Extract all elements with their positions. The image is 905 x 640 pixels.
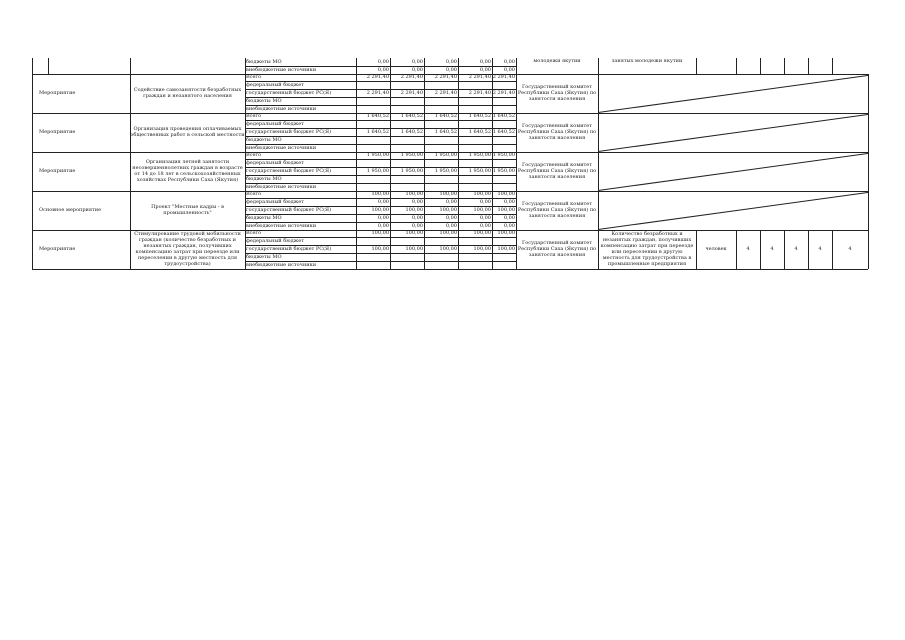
source-label: бюджеты МО bbox=[246, 253, 282, 260]
amount-cell: 1 950,00 bbox=[468, 152, 491, 159]
amount-cell: 0,00 bbox=[411, 222, 423, 229]
empty-cell-slash bbox=[598, 75, 868, 113]
table-rule bbox=[492, 113, 493, 152]
amount-cell bbox=[492, 175, 516, 183]
amount-cell bbox=[390, 81, 424, 89]
amount-cell bbox=[492, 237, 516, 245]
source-label: федеральный бюджет bbox=[246, 199, 304, 206]
table-rule bbox=[245, 120, 516, 121]
table-rule bbox=[245, 183, 516, 184]
source-label: внебюджетные источники bbox=[246, 144, 317, 151]
table-rule bbox=[48, 58, 49, 74]
table-rule bbox=[736, 58, 737, 74]
amount-cell bbox=[424, 237, 458, 245]
amount-cell: 2 291,40 bbox=[400, 74, 423, 81]
amount-cell: 2 291,40 bbox=[492, 90, 515, 97]
table-rule bbox=[458, 113, 459, 152]
source-label: бюджеты МО bbox=[246, 175, 282, 182]
amount-cell: 100,00 bbox=[439, 191, 457, 198]
source-label: государственный бюджет РС(Я) bbox=[246, 129, 332, 136]
amount-cell: 1 950,00 bbox=[400, 168, 423, 175]
amount-cell: 0,00 bbox=[479, 199, 491, 206]
table-rule bbox=[356, 113, 357, 152]
amount-cell: 1 950,00 bbox=[434, 168, 457, 175]
activity-type: Мероприятие bbox=[39, 168, 76, 175]
table-rule bbox=[356, 191, 357, 230]
amount-cell: 2 291,40 bbox=[366, 74, 389, 81]
table-rule bbox=[868, 230, 869, 269]
table-rule bbox=[598, 113, 599, 152]
executor-cell: Государственный комитет Республики Саха (Якутия) по занятости населения bbox=[517, 123, 597, 142]
amount-cell bbox=[390, 120, 424, 128]
table-rule bbox=[868, 74, 869, 113]
amount-cell: 0,00 bbox=[479, 222, 491, 229]
table-rule bbox=[696, 230, 697, 269]
table-rule bbox=[784, 58, 785, 74]
amount-cell: 1 950,00 bbox=[366, 168, 389, 175]
amount-cell: 100,00 bbox=[371, 207, 389, 214]
table-rule bbox=[492, 191, 493, 230]
amount-cell: 2 291,40 bbox=[400, 90, 423, 97]
amount-cell bbox=[356, 237, 390, 245]
amount-cell bbox=[458, 261, 492, 269]
table-rule bbox=[868, 152, 869, 191]
amount-cell: 100,00 bbox=[473, 246, 491, 253]
amount-cell bbox=[424, 97, 458, 105]
executor-cell: Государственный комитет Республики Саха (Якутия) по занятости населения bbox=[517, 201, 597, 220]
amount-cell bbox=[492, 120, 516, 128]
amount-cell bbox=[390, 144, 424, 152]
source-label: внебюджетные источники bbox=[246, 105, 317, 112]
activity-type: Мероприятие bbox=[39, 129, 76, 136]
amount-cell: 2 291,40 bbox=[468, 74, 491, 81]
source-label: Всего bbox=[246, 191, 262, 198]
table-rule bbox=[598, 74, 599, 113]
amount-cell: 0,00 bbox=[445, 214, 457, 221]
amount-cell bbox=[458, 253, 492, 261]
source-label: бюджеты МО bbox=[246, 97, 282, 104]
table-rule bbox=[424, 113, 425, 152]
source-label: внебюджетные источники bbox=[246, 222, 317, 229]
source-label: федеральный бюджет bbox=[246, 160, 304, 167]
table-rule bbox=[390, 113, 391, 152]
amount-cell: 1 950,00 bbox=[468, 168, 491, 175]
table-rule bbox=[130, 113, 131, 152]
amount-cell: 2 291,40 bbox=[468, 90, 491, 97]
amount-cell bbox=[492, 105, 516, 113]
amount-cell: 100,00 bbox=[405, 207, 423, 214]
activity-type: Мероприятие bbox=[39, 90, 76, 97]
table-rule bbox=[424, 152, 425, 191]
table-rule bbox=[245, 222, 516, 223]
amount-cell: 0,00 bbox=[445, 58, 457, 65]
table-rule bbox=[356, 230, 357, 269]
amount-cell bbox=[492, 136, 516, 144]
table-rule bbox=[760, 230, 761, 269]
amount-cell bbox=[390, 261, 424, 269]
activity-name: Организация проведения оплачиваемых общественных работ в сельской местности bbox=[130, 126, 245, 139]
amount-cell: 100,00 bbox=[473, 207, 491, 214]
amount-cell: 1 640,52 bbox=[366, 113, 389, 120]
table-rule bbox=[696, 58, 697, 74]
table-rule bbox=[130, 152, 131, 191]
amount-cell: 0,00 bbox=[503, 214, 515, 221]
table-rule bbox=[598, 58, 599, 74]
amount-cell: 0,00 bbox=[377, 66, 389, 73]
table-rule bbox=[130, 230, 131, 269]
activity-name: Проект "Местные кадры - в промышленность" bbox=[151, 204, 224, 217]
amount-cell: 0,00 bbox=[411, 66, 423, 73]
table-rule bbox=[458, 230, 459, 269]
amount-cell: 1 640,52 bbox=[434, 129, 457, 136]
table-rule bbox=[245, 230, 246, 269]
table-rule bbox=[492, 230, 493, 269]
table-rule bbox=[424, 191, 425, 230]
table-rule bbox=[245, 81, 516, 82]
amount-cell bbox=[458, 183, 492, 191]
table-rule bbox=[32, 191, 33, 230]
amount-cell bbox=[390, 159, 424, 167]
source-label: федеральный бюджет bbox=[246, 121, 304, 128]
amount-cell: 1 950,00 bbox=[366, 152, 389, 159]
amount-cell: 0,00 bbox=[479, 214, 491, 221]
amount-cell: 0,00 bbox=[377, 58, 389, 65]
amount-cell bbox=[492, 253, 516, 261]
table-rule bbox=[598, 230, 599, 269]
amount-cell: 0,00 bbox=[377, 214, 389, 221]
amount-cell: 1 950,00 bbox=[492, 152, 515, 159]
amount-cell: 2 291,40 bbox=[434, 74, 457, 81]
amount-cell bbox=[424, 183, 458, 191]
table-rule bbox=[32, 58, 33, 74]
table-rule bbox=[32, 230, 33, 269]
activity-type: Основное мероприятие bbox=[39, 207, 102, 214]
amount-cell bbox=[458, 159, 492, 167]
empty-cell-slash bbox=[598, 153, 868, 191]
source-label: Всего bbox=[246, 230, 262, 237]
executor-cell: Государственный комитет Республики Саха (Якутия) по занятости населения bbox=[517, 84, 597, 103]
amount-cell bbox=[492, 81, 516, 89]
amount-cell: 2 291,40 bbox=[434, 90, 457, 97]
amount-cell: 0,00 bbox=[411, 58, 423, 65]
table-rule bbox=[245, 253, 516, 254]
amount-cell bbox=[424, 253, 458, 261]
table-rule bbox=[458, 74, 459, 113]
amount-cell: 100,00 bbox=[371, 230, 389, 237]
table-rule bbox=[245, 113, 246, 152]
table-rule bbox=[390, 152, 391, 191]
table-rule bbox=[390, 191, 391, 230]
source-label: внебюджетные источники bbox=[246, 66, 317, 73]
amount-cell: 100,00 bbox=[497, 246, 515, 253]
amount-cell: 0,00 bbox=[445, 199, 457, 206]
amount-cell bbox=[390, 183, 424, 191]
amount-cell: 1 640,52 bbox=[434, 113, 457, 120]
target-value: 4 bbox=[818, 246, 822, 253]
table-rule bbox=[32, 152, 33, 191]
table-rule bbox=[784, 230, 785, 269]
amount-cell: 1 640,52 bbox=[468, 113, 491, 120]
table-rule bbox=[868, 191, 869, 230]
table-rule bbox=[516, 58, 517, 74]
amount-cell bbox=[356, 136, 390, 144]
source-label: бюджеты МО bbox=[246, 136, 282, 143]
amount-cell: 0,00 bbox=[503, 66, 515, 73]
source-label: бюджеты МО bbox=[246, 214, 282, 221]
amount-cell: 0,00 bbox=[503, 199, 515, 206]
amount-cell: 1 640,52 bbox=[492, 129, 515, 136]
amount-cell bbox=[424, 175, 458, 183]
target-value: 4 bbox=[746, 246, 750, 253]
empty-cell-slash bbox=[598, 114, 868, 152]
indicator-cell: занятых молодежи якутии bbox=[611, 58, 683, 64]
amount-cell: 100,00 bbox=[473, 191, 491, 198]
table-rule bbox=[245, 152, 246, 191]
table-rule bbox=[598, 191, 599, 230]
target-value: 4 bbox=[770, 246, 774, 253]
table-rule bbox=[245, 128, 516, 129]
amount-cell: 2 291,40 bbox=[366, 90, 389, 97]
table-rule bbox=[832, 230, 833, 269]
executor-cell: Государственный комитет Республики Саха (Якутия) по занятости населения bbox=[517, 240, 597, 259]
amount-cell bbox=[492, 159, 516, 167]
table-rule bbox=[245, 105, 516, 106]
table-rule bbox=[130, 58, 131, 74]
table-rule bbox=[245, 89, 516, 90]
amount-cell bbox=[356, 159, 390, 167]
amount-cell bbox=[356, 105, 390, 113]
table-rule bbox=[245, 191, 246, 230]
executor-cell: Государственный комитет Республики Саха (Якутия) по занятости населения bbox=[517, 162, 597, 181]
amount-cell bbox=[458, 97, 492, 105]
table-rule bbox=[245, 214, 516, 215]
amount-cell bbox=[390, 175, 424, 183]
amount-cell bbox=[390, 253, 424, 261]
amount-cell bbox=[356, 81, 390, 89]
source-label: Всего bbox=[246, 113, 262, 120]
amount-cell: 0,00 bbox=[503, 222, 515, 229]
amount-cell bbox=[458, 237, 492, 245]
unit-cell: человек bbox=[705, 246, 727, 253]
amount-cell bbox=[424, 120, 458, 128]
table-rule bbox=[356, 74, 357, 113]
amount-cell bbox=[424, 105, 458, 113]
table-rule bbox=[868, 113, 869, 152]
table-rule bbox=[808, 230, 809, 269]
amount-cell bbox=[492, 144, 516, 152]
amount-cell bbox=[390, 237, 424, 245]
table-rule bbox=[458, 191, 459, 230]
table-rule bbox=[736, 230, 737, 269]
executor-cell: молодежи якутии bbox=[533, 58, 581, 64]
table-rule bbox=[245, 261, 516, 262]
amount-cell: 0,00 bbox=[479, 66, 491, 73]
table-rule bbox=[492, 152, 493, 191]
amount-cell: 100,00 bbox=[405, 191, 423, 198]
table-rule bbox=[356, 152, 357, 191]
empty-cell-slash bbox=[598, 192, 868, 230]
amount-cell: 1 950,00 bbox=[492, 168, 515, 175]
amount-cell bbox=[458, 175, 492, 183]
amount-cell: 100,00 bbox=[405, 246, 423, 253]
amount-cell: 1 640,52 bbox=[400, 113, 423, 120]
table-rule bbox=[424, 230, 425, 269]
table-rule bbox=[458, 152, 459, 191]
amount-cell bbox=[424, 136, 458, 144]
table-rule bbox=[245, 206, 516, 207]
amount-cell bbox=[356, 175, 390, 183]
amount-cell: 0,00 bbox=[479, 58, 491, 65]
table-rule bbox=[245, 175, 516, 176]
amount-cell: 100,00 bbox=[439, 246, 457, 253]
table-rule bbox=[245, 97, 516, 98]
source-label: внебюджетные источники bbox=[246, 261, 317, 268]
amount-cell bbox=[492, 261, 516, 269]
table-rule bbox=[390, 230, 391, 269]
amount-cell bbox=[492, 97, 516, 105]
table-rule bbox=[516, 74, 517, 113]
table-rule bbox=[245, 198, 516, 199]
table-rule bbox=[32, 269, 868, 270]
table-rule bbox=[245, 159, 516, 160]
amount-cell bbox=[424, 261, 458, 269]
amount-cell: 0,00 bbox=[445, 66, 457, 73]
table-rule bbox=[245, 237, 516, 238]
table-rule bbox=[516, 191, 517, 230]
amount-cell: 100,00 bbox=[405, 230, 423, 237]
table-rule bbox=[245, 144, 516, 145]
target-value: 4 bbox=[794, 246, 798, 253]
amount-cell bbox=[356, 183, 390, 191]
table-rule bbox=[130, 191, 131, 230]
table-rule bbox=[760, 58, 761, 74]
amount-cell bbox=[356, 144, 390, 152]
activity-name: Организация летней занятости несовершеннолетних граждан в возрасте от 14 до 18 лет в сельскохозяйственных хозяйствах Республики Саха (Якутия) bbox=[132, 159, 243, 184]
table-rule bbox=[245, 136, 516, 137]
table-rule bbox=[424, 74, 425, 113]
amount-cell bbox=[356, 120, 390, 128]
amount-cell: 1 640,52 bbox=[400, 129, 423, 136]
amount-cell bbox=[424, 144, 458, 152]
source-label: федеральный бюджет bbox=[246, 82, 304, 89]
amount-cell bbox=[458, 105, 492, 113]
source-label: бюджеты МО bbox=[246, 58, 282, 65]
amount-cell: 1 950,00 bbox=[400, 152, 423, 159]
source-label: федеральный бюджет bbox=[246, 238, 304, 245]
amount-cell: 1 640,52 bbox=[492, 113, 515, 120]
table-rule bbox=[245, 167, 516, 168]
source-label: Всего bbox=[246, 74, 262, 81]
amount-cell bbox=[458, 120, 492, 128]
amount-cell: 0,00 bbox=[503, 58, 515, 65]
amount-cell: 0,00 bbox=[411, 199, 423, 206]
table-rule bbox=[808, 58, 809, 74]
table-rule bbox=[390, 74, 391, 113]
target-value: 4 bbox=[848, 246, 852, 253]
source-label: государственный бюджет РС(Я) bbox=[246, 90, 332, 97]
table-rule bbox=[245, 66, 516, 67]
amount-cell bbox=[390, 105, 424, 113]
table-rule bbox=[598, 152, 599, 191]
amount-cell: 0,00 bbox=[377, 222, 389, 229]
amount-cell: 0,00 bbox=[445, 222, 457, 229]
amount-cell: 0,00 bbox=[411, 214, 423, 221]
table-rule bbox=[492, 74, 493, 113]
amount-cell: 100,00 bbox=[371, 246, 389, 253]
amount-cell bbox=[356, 261, 390, 269]
activity-type: Мероприятие bbox=[39, 246, 76, 253]
activity-name: Содействие самозанятости безработных граждан и незанятого населения bbox=[133, 87, 242, 100]
table-rule bbox=[516, 152, 517, 191]
table-rule bbox=[32, 74, 33, 113]
amount-cell bbox=[356, 253, 390, 261]
table-rule bbox=[516, 113, 517, 152]
table-rule bbox=[245, 74, 246, 113]
amount-cell bbox=[390, 136, 424, 144]
amount-cell: 100,00 bbox=[371, 191, 389, 198]
amount-cell: 100,00 bbox=[473, 230, 491, 237]
amount-cell bbox=[424, 159, 458, 167]
amount-cell: 1 950,00 bbox=[434, 152, 457, 159]
table-rule bbox=[32, 113, 33, 152]
source-label: государственный бюджет РС(Я) bbox=[246, 246, 332, 253]
amount-cell: 0,00 bbox=[377, 199, 389, 206]
amount-cell bbox=[492, 183, 516, 191]
source-label: Всего bbox=[246, 152, 262, 159]
activity-name: Стимулирование трудовой мобильности граждан (количество безработных и незанятых граждан, получивших компенсацию затрат при переезде или переселении в другую местность для трудоустройства) bbox=[134, 231, 241, 268]
amount-cell bbox=[458, 81, 492, 89]
amount-cell: 100,00 bbox=[439, 230, 457, 237]
amount-cell: 1 640,52 bbox=[468, 129, 491, 136]
amount-cell: 100,00 bbox=[497, 207, 515, 214]
source-label: государственный бюджет РС(Я) bbox=[246, 207, 332, 214]
amount-cell: 1 640,52 bbox=[366, 129, 389, 136]
table-rule bbox=[832, 58, 833, 74]
amount-cell: 2 291,40 bbox=[492, 74, 515, 81]
amount-cell bbox=[390, 97, 424, 105]
indicator-cell: Количество безработных и незанятых граждан, получивших компенсацию затрат при переезде или переселении в другую местность для трудоустройства в промышленные предприятия bbox=[600, 231, 694, 268]
amount-cell: 100,00 bbox=[497, 191, 515, 198]
amount-cell: 100,00 bbox=[497, 230, 515, 237]
source-label: внебюджетные источники bbox=[246, 183, 317, 190]
amount-cell: 100,00 bbox=[439, 207, 457, 214]
table-rule bbox=[130, 74, 131, 113]
amount-cell bbox=[458, 136, 492, 144]
amount-cell bbox=[424, 81, 458, 89]
amount-cell bbox=[356, 97, 390, 105]
table-rule bbox=[245, 245, 516, 246]
source-label: государственный бюджет РС(Я) bbox=[246, 168, 332, 175]
table-rule bbox=[516, 230, 517, 269]
amount-cell bbox=[458, 144, 492, 152]
